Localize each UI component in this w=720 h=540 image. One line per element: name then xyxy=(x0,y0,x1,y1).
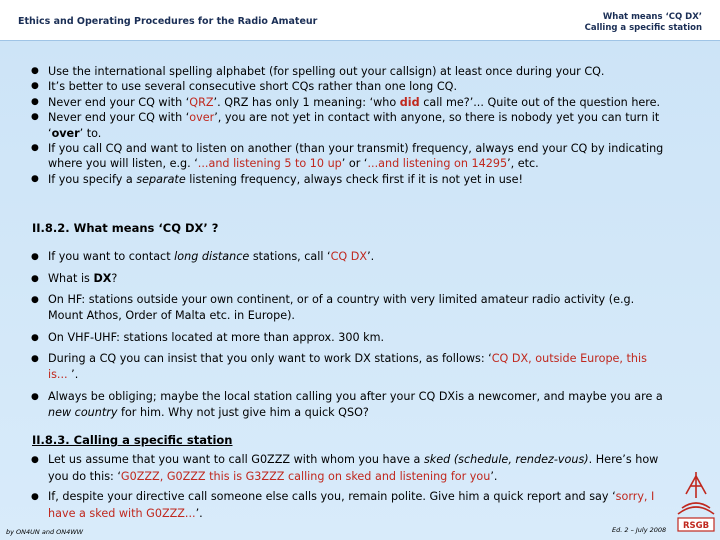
header-topic-line1: What means ‘CQ DX’ xyxy=(602,12,702,22)
list-item: ● What is DX? xyxy=(30,271,670,287)
list-item: ● Always be obliging; maybe the local station calling you after your CQ DXis a newcomer, and maybe you are a new country for him. Why not just give him a quick QSO? xyxy=(30,389,670,421)
section-title-cq-dx: II.8.2. What means ‘CQ DX’ ? xyxy=(32,221,219,235)
list-item: ● If you call CQ and want to listen on another (than your transmit) frequency, always end your CQ by indicating where you will listen, e.g. ‘...and listening 5 to 10 up’ or ‘...and listening on 14295’, etc. xyxy=(30,141,670,172)
list-item: ● Use the international spelling alphabet (for spelling out your callsign) at least once during your CQ. xyxy=(30,64,670,79)
section-title-calling-specific: II.8.3. Calling a specific station xyxy=(32,433,233,447)
list-item: ● If you want to contact long distance stations, call ‘CQ DX’. xyxy=(30,249,670,265)
list-item: ● Let us assume that you want to call G0ZZZ with whom you have a sked (schedule, rendez-vous). Here’s how you do this: ‘G0ZZZ, G0ZZZ this is G3ZZZ calling on sked and listening for you’. xyxy=(30,452,670,485)
list-item: ● Never end your CQ with ‘over’, you are not yet in contact with anyone, so there is nobody yet you can turn it ‘over’ to. xyxy=(30,110,670,141)
rsgb-logo-icon xyxy=(672,468,720,538)
header-topic xyxy=(585,12,702,34)
list-item: ● It’s better to use several consecutive short CQs rather than one long CQ. xyxy=(30,79,670,94)
cq-dx-bullet-list xyxy=(30,249,670,426)
list-item: ● During a CQ you can insist that you only want to work DX stations, as follows: ‘CQ DX, outside Europe, this is... ’. xyxy=(30,351,670,383)
list-item: ● If you specify a separate listening frequency, always check first if it is not yet in use! xyxy=(30,172,670,187)
logo-label: RSGB xyxy=(682,521,710,531)
list-item: ● On VHF-UHF: stations located at more than approx. 300 km. xyxy=(30,330,670,346)
list-item: ● On HF: stations outside your own continent, or of a country with very limited amateur radio activity (e.g. Mount Athos, Order of Malta etc. in Europe). xyxy=(30,292,670,324)
intro-bullet-list xyxy=(30,64,670,187)
header-topic-line2: Calling a specific station xyxy=(584,23,702,33)
list-item: ● If, despite your directive call someone else calls you, remain polite. Give him a quick report and say ‘sorry, I have a sked with G0ZZZ...’. xyxy=(30,489,670,522)
page-header xyxy=(0,0,720,41)
list-item: ● Never end your CQ with ‘QRZ’. QRZ has only 1 meaning: ‘who did call me?’... Quite out of the question here. xyxy=(30,95,670,110)
footer-authors: by ON4UN and ON4WW xyxy=(6,528,84,536)
header-title: Ethics and Operating Procedures for the Radio Amateur xyxy=(18,16,318,27)
calling-bullet-list xyxy=(30,452,670,526)
footer-edition: Ed. 2 – July 2008 xyxy=(612,526,667,534)
